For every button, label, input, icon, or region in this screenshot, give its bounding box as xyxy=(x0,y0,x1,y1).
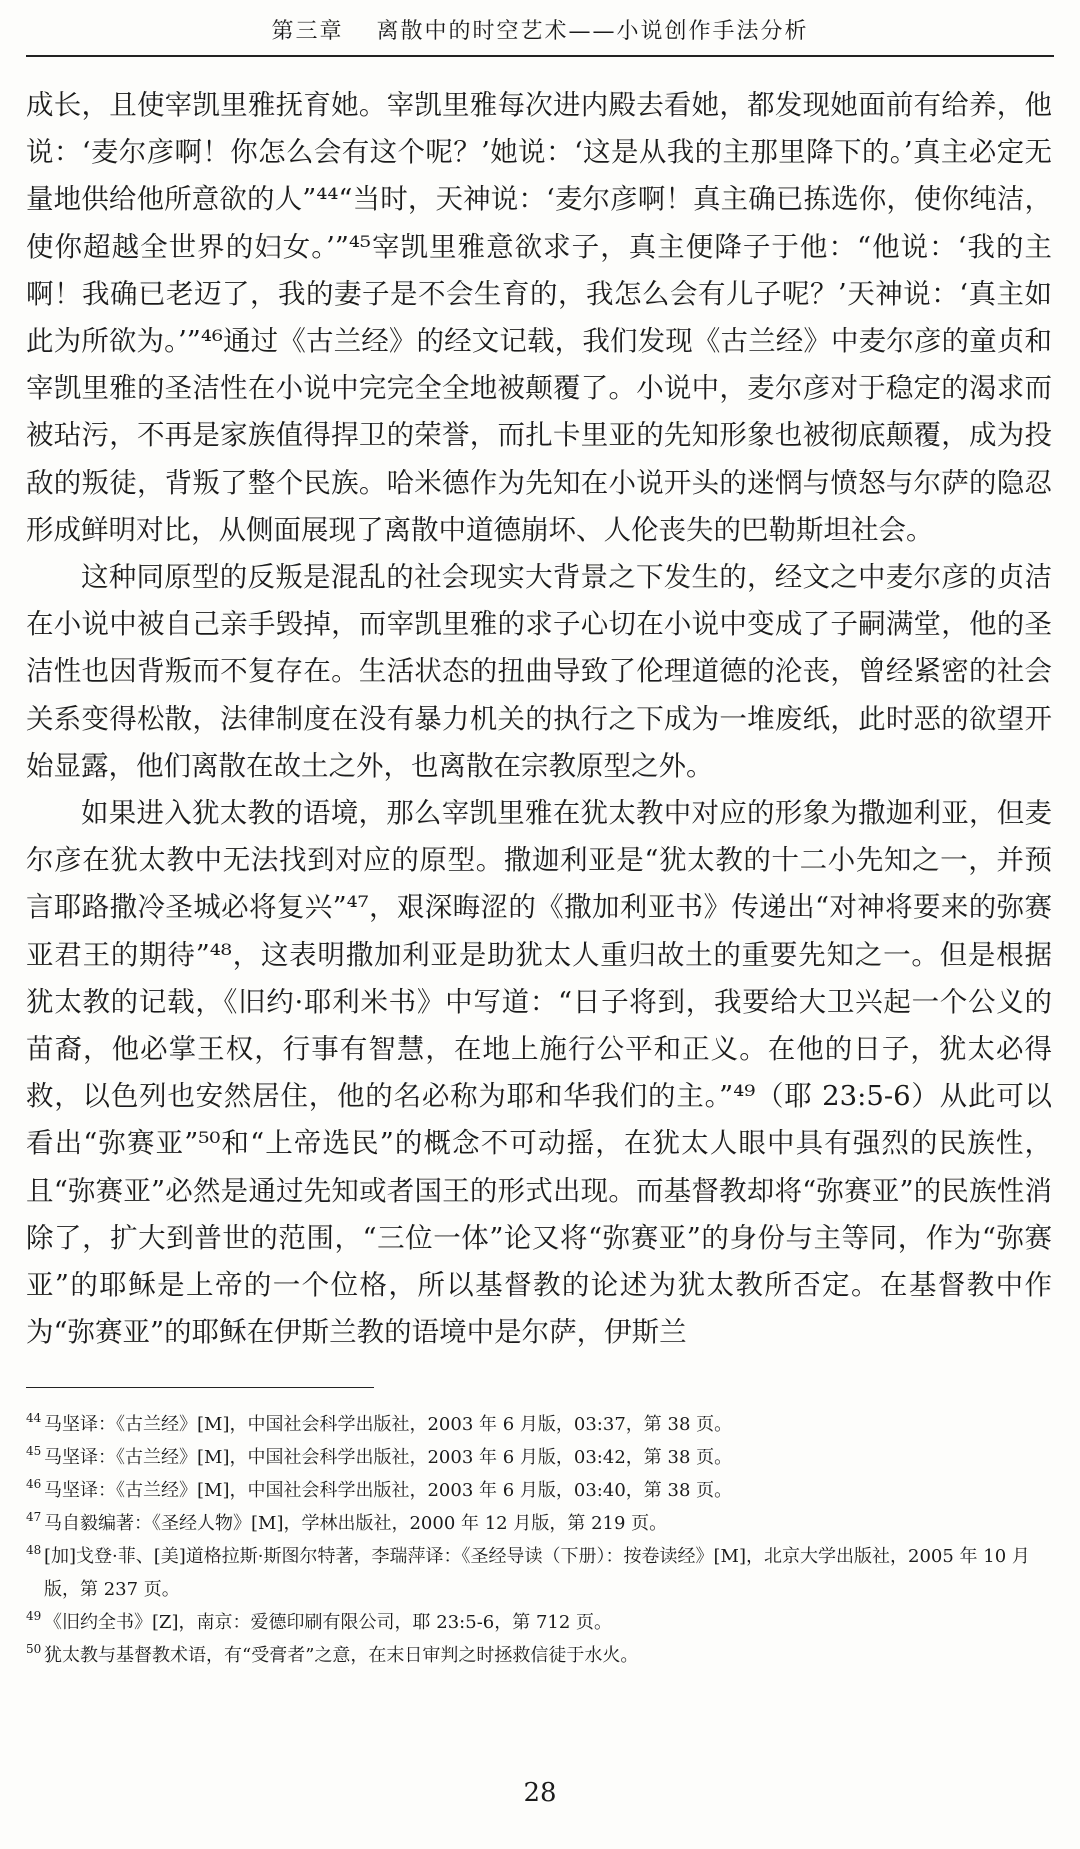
footnote xyxy=(26,1606,1052,1639)
footnote-separator xyxy=(26,1387,374,1388)
body-text xyxy=(26,82,1052,1356)
footnote-number: 46 xyxy=(26,1477,42,1491)
paragraph-2: 这种同原型的反叛是混乱的社会现实大背景之下发生的，经文之中麦尔彦的贞洁在小说中被自己亲手毁掉，而宰凯里雅的求子心切在小说中变成了子嗣满堂，他的圣洁性也因背叛而不复存在。生活状态的扭曲导致了伦理道德的沦丧，曾经紧密的社会关系变得松散，法律制度在没有暴力机关的执行之下成为一堆废纸，此时恶的欲望开始显露，他们离散在故土之外，也离散在宗教原型之外。 xyxy=(26,561,1052,782)
chapter-label: 第三章 xyxy=(271,19,344,44)
page-number: 28 xyxy=(523,1778,557,1808)
footnote-number: 50 xyxy=(26,1642,42,1656)
chapter-title: 离散中的时空艺术——小说创作手法分析 xyxy=(376,19,809,44)
footnote-number: 47 xyxy=(26,1510,42,1524)
footnote xyxy=(26,1474,1052,1507)
footnote-number: 49 xyxy=(26,1609,42,1623)
footnote-text: 犹太教与基督教术语，有“受膏者”之意，在末日审判之时拯救信徒于水火。 xyxy=(44,1645,639,1666)
footnote xyxy=(26,1441,1052,1474)
footnote xyxy=(26,1408,1052,1441)
paragraph-3: 如果进入犹太教的语境，那么宰凯里雅在犹太教中对应的形象为撒迦利亚，但麦尔彦在犹太教中无法找到对应的原型。撒迦利亚是“犹太教的十二小先知之一，并预言耶路撒冷圣城必将复兴”⁴⁷，艰深晦涩的《撒加利亚书》传递出“对神将要来的弥赛亚君王的期待”⁴⁸，这表明撒加利亚是助犹太人重归故土的重要先知之一。但是根据犹太教的记载，《旧约·耶利米书》中写道：“日子将到，我要给大卫兴起一个公义的苗裔，他必掌王权，行事有智慧，在地上施行公平和正义。在他的日子，犹太必得救，以色列也安然居住，他的名必称为耶和华我们的主。”⁴⁹（耶 23:5-6）从此可以看出“弥赛亚”⁵⁰和“上帝选民”的概念不可动摇，在犹太人眼中具有强烈的民族性，且“弥赛亚”必然是通过先知或者国王的形式出现。而基督教却将“弥赛亚”的民族性消除了，扩大到普世的范围，“三位一体”论又将“弥赛亚”的身份与主等同，作为“弥赛亚”的耶稣是上帝的一个位格，所以基督教的论述为犹太教所否定。在基督教中作为“弥赛亚”的耶稣在伊斯兰教的语境中是尔萨，伊斯兰 xyxy=(26,797,1052,1349)
paragraph-1: 成长，且使宰凯里雅抚育她。宰凯里雅每次进内殿去看她，都发现她面前有给养，他说：‘麦尔彦啊！你怎么会有这个呢？’她说：‘这是从我的主那里降下的。’真主必定无量地供给他所意欲的人”⁴⁴“当时，天神说：‘麦尔彦啊！真主确已拣选你，使你纯洁，使你超越全世界的妇女。’”⁴⁵宰凯里雅意欲求子，真主便降子于他：“他说：‘我的主啊！我确已老迈了，我的妻子是不会生育的，我怎么会有儿子呢？’天神说：‘真主如此为所欲为。’”⁴⁶通过《古兰经》的经文记载，我们发现《古兰经》中麦尔彦的童贞和宰凯里雅的圣洁性在小说中完完全全地被颠覆了。小说中，麦尔彦对于稳定的渴求而被玷污，不再是家族值得捍卫的荣誉，而扎卡里亚的先知形象也被彻底颠覆，成为投敌的叛徒，背叛了整个民族。哈米德作为先知在小说开头的迷惘与愤怒与尔萨的隐忍形成鲜明对比，从侧面展现了离散中道德崩坏、人伦丧失的巴勒斯坦社会。 xyxy=(26,89,1052,546)
footnote-text: 马坚译：《古兰经》[M]，中国社会科学出版社，2003 年 6 月版，03:37，第 38 页。 xyxy=(44,1414,733,1435)
running-header xyxy=(26,14,1054,57)
footnote-text: 马坚译：《古兰经》[M]，中国社会科学出版社，2003 年 6 月版，03:40，第 38 页。 xyxy=(44,1480,733,1501)
footnote-number: 48 xyxy=(26,1543,42,1557)
footnote xyxy=(26,1507,1052,1540)
footnote-number: 44 xyxy=(26,1411,42,1425)
footnotes xyxy=(26,1408,1052,1672)
footnote xyxy=(26,1639,1052,1672)
footnote-number: 45 xyxy=(26,1444,42,1458)
footnote xyxy=(26,1540,1052,1606)
footnote-text: [加]戈登·菲、[美]道格拉斯·斯图尔特著，李瑞萍译：《圣经导读（下册）：按卷读经》[M]，北京大学出版社，2005 年 10 月版，第 237 页。 xyxy=(44,1546,1030,1600)
footnote-text: 马自毅编著：《圣经人物》[M]，学林出版社，2000 年 12 月版，第 219 页。 xyxy=(44,1513,668,1534)
footnote-text: 马坚译：《古兰经》[M]，中国社会科学出版社，2003 年 6 月版，03:42，第 38 页。 xyxy=(44,1447,733,1468)
footnote-text: 《旧约全书》[Z]，南京：爱德印刷有限公司，耶 23:5-6，第 712 页。 xyxy=(44,1612,613,1633)
